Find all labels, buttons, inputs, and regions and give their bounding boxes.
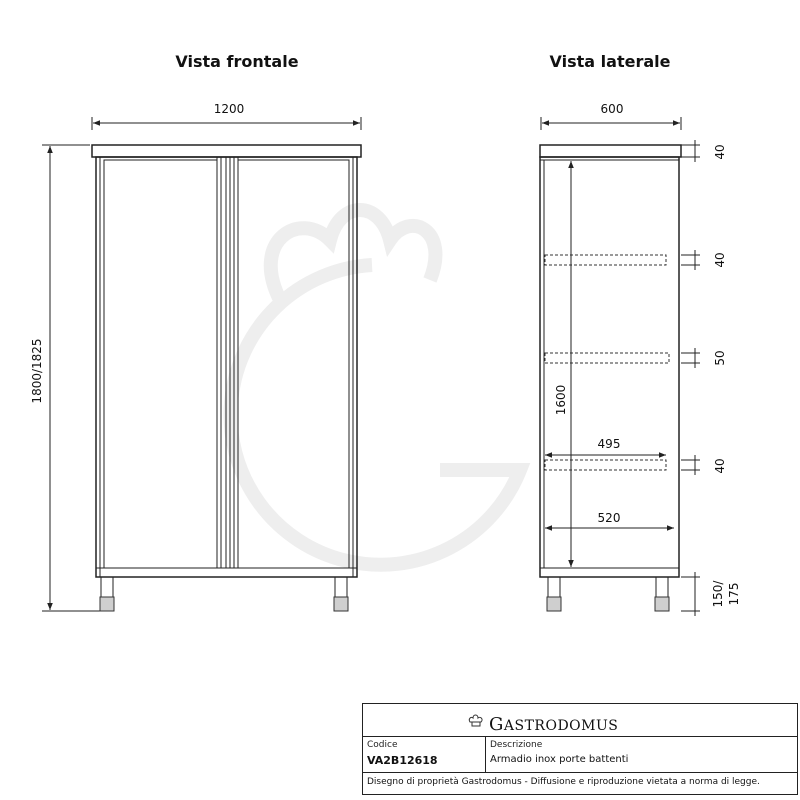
side-width-label: 600	[600, 102, 624, 116]
front-height-label: 1800/1825	[30, 338, 44, 404]
title-block-info-row	[363, 737, 797, 773]
code-value: VA2B12618	[367, 754, 438, 767]
side-shelf-2	[545, 353, 669, 363]
side-view	[540, 102, 741, 616]
side-dim-legs-line2: 175	[727, 582, 741, 606]
brand-initial: G	[489, 714, 504, 735]
front-left-door	[104, 160, 217, 568]
watermark-logo	[231, 210, 520, 565]
side-dim-shelf-3: 40	[713, 458, 727, 474]
code-label: Codice	[367, 740, 398, 750]
front-legs	[100, 577, 348, 611]
side-top-slab	[540, 145, 681, 157]
side-view-title: Vista laterale	[549, 52, 671, 71]
description-cell	[486, 737, 797, 772]
brand-name	[489, 714, 618, 735]
title-block-footer: Disegno di proprietà Gastrodomus - Diffusione e riproduzione vietata a norma di legge.	[367, 777, 760, 787]
side-right-dim-chain	[681, 140, 700, 616]
title-block-logo-row	[363, 704, 797, 737]
side-dim-shelf-1: 40	[713, 252, 727, 268]
side-dim-shelf-2: 50	[713, 350, 727, 366]
side-bottom-depth-label: 520	[597, 511, 621, 525]
title-block	[362, 703, 798, 795]
front-view	[30, 102, 361, 611]
side-shelf-1	[545, 255, 666, 265]
side-dim-top-slab: 40	[713, 144, 727, 160]
side-legs	[547, 577, 669, 611]
brand-rest: ASTRODOMUS	[503, 718, 619, 734]
side-inner-height-label: 1600	[554, 384, 568, 416]
side-shelf-3	[545, 460, 666, 470]
side-dim-legs-line1: 150/	[711, 580, 725, 608]
front-view-title: Vista frontale	[175, 52, 299, 71]
front-width-label: 1200	[213, 102, 245, 116]
side-shelf-depth-label: 495	[597, 437, 621, 451]
front-top-slab	[92, 145, 361, 157]
description-label: Descrizione	[490, 740, 543, 750]
chef-hat-icon	[467, 712, 485, 730]
description-value: Armadio inox porte battenti	[490, 754, 629, 765]
code-cell	[363, 737, 486, 772]
